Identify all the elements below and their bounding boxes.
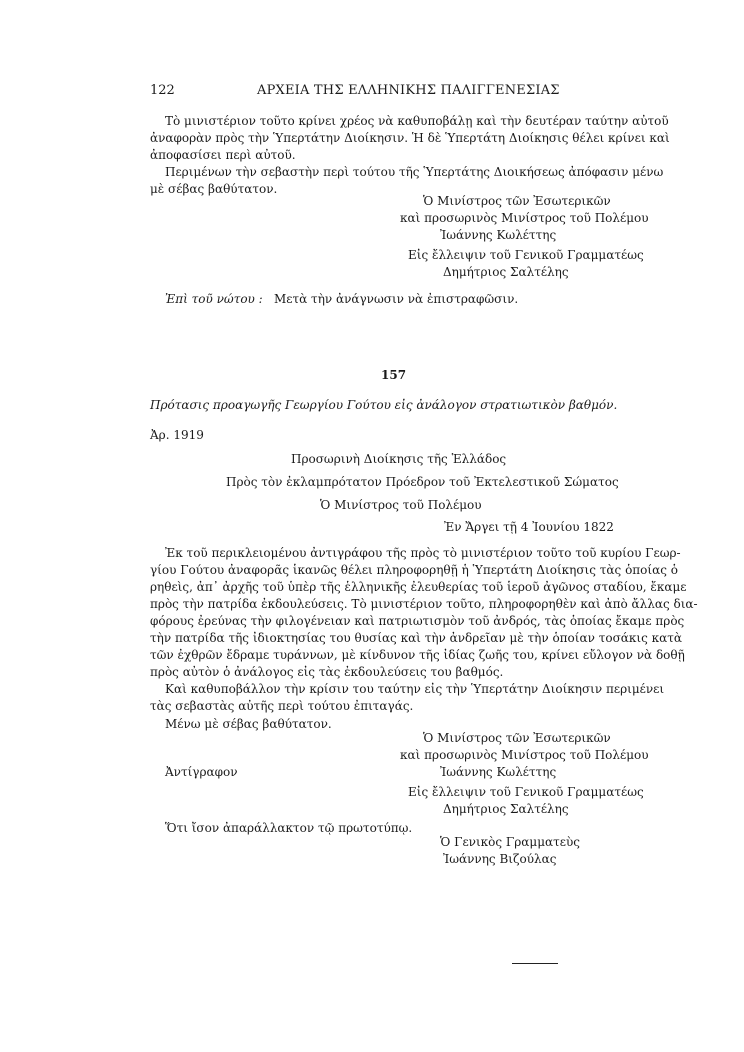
certification-line: Ὅτι ἴσον ἀπαράλλακτον τῷ πρωτοτύπῳ. (165, 821, 413, 835)
body-line: τὰς σεβαστὰς αὐτῆς περὶ τούτου ἐπιταγάς. (150, 699, 414, 713)
secretary-name: Δημήτριος Σαλτέλης (443, 802, 569, 816)
signature-line: καὶ προσωρινὸς Μινίστρος τοῦ Πολέμου (400, 748, 649, 762)
document-header: Προσωρινὴ Διοίκησις τῆς Ἑλλάδος (291, 452, 507, 466)
prev-paragraph-line: Τὸ μινιστέριον τοῦτο κρίνει χρέος νὰ καθυποβάλῃ καὶ τὴν δευτέραν ταύτην αὐτοῦ (165, 114, 669, 128)
secretary-line: Εἰς ἔλλειψιν τοῦ Γενικοῦ Γραμματέως (408, 785, 644, 799)
archive-reference: Ἀρ. 1919 (150, 428, 204, 442)
document-addressee: Πρὸς τὸν ἐκλαμπρότατον Πρόεδρον τοῦ Ἐκτελεστικοῦ Σώματος (226, 475, 619, 489)
signature-name: Ἰωάννης Κωλέττης (440, 765, 557, 779)
body-line: γίου Γούτου ἀναφορᾶς ἱκανῶς θέλει πληροφορηθῇ ἡ Ὑπερτάτη Διοίκησις τὰς ὁποίας ὁ (150, 563, 678, 577)
prev-signature-line: καὶ προσωρινὸς Μινίστρος τοῦ Πολέμου (400, 211, 649, 225)
copy-label: Ἀντίγραφον (165, 765, 238, 779)
document-date: Ἐν Ἄργει τῇ 4 Ἰουνίου 1822 (444, 520, 614, 534)
document-number: 157 (381, 368, 407, 382)
body-line: ρηθεὶς, ἀπ᾽ ἀρχῆς τοῦ ὑπὲρ τῆς ἑλληνικῆς ἐλευθερίας τοῦ ἱεροῦ ἀγῶνος σταδίου, ἔκαμε (150, 580, 687, 594)
body-line: πρὸς τὴν πατρίδα ἐκδουλεύσεις. Τὸ μινιστέριον τοῦτο, πληροφορηθὲν καὶ ἀπὸ ἄλλας δια- (150, 597, 698, 611)
body-line: Ἐκ τοῦ περικλειομένου ἀντιγράφου τῆς πρὸς τὸ μινιστέριον τοῦτο τοῦ κυρίου Γεωρ- (165, 546, 681, 560)
prev-secretary-line: Εἰς ἔλλειψιν τοῦ Γενικοῦ Γραμματέως (408, 248, 644, 262)
document-title: Πρότασις προαγωγῆς Γεωργίου Γούτου εἰς ἀνάλογον στρατιωτικὸν βαθμόν. (150, 398, 618, 412)
body-line: φόρους ἐρεύνας τὴν φιλογένειαν καὶ πατριωτισμὸν τοῦ ἀνδρός, τὰς ὁποίας ἔκαμε πρὸς (150, 614, 685, 628)
prev-signature-name: Ἰωάννης Κωλέττης (440, 228, 557, 242)
body-line: πρὸς αὐτὸν ὁ ἀνάλογος εἰς τὰς ἐκδουλεύσεις του βαθμός. (150, 665, 504, 679)
prev-paragraph-line: ἀποφασίσει περὶ αὐτοῦ. (150, 148, 296, 162)
prev-paragraph-line: Περιμένων τὴν σεβαστὴν περὶ τούτου τῆς Ὑπερτάτης Διοικήσεως ἀπόφασιν μένω (165, 165, 664, 179)
prev-signature-line: Ὁ Μινίστρος τῶν Ἐσωτερικῶν (423, 194, 611, 208)
prev-paragraph-line: μὲ σέβας βαθύτατον. (150, 182, 278, 196)
closing-line: Μένω μὲ σέβας βαθύτατον. (165, 717, 332, 731)
verso-text: Μετὰ τὴν ἀνάγνωσιν νὰ ἐπιστραφῶσιν. (274, 292, 519, 306)
page-number: 122 (150, 83, 175, 98)
general-secretary-name: Ἰωάννης Βιζούλας (443, 852, 557, 866)
general-secretary-title: Ὁ Γενικὸς Γραμματεὺς (440, 835, 580, 849)
prev-secretary-name: Δημήτριος Σαλτέλης (443, 265, 569, 279)
footer-rule (512, 963, 558, 964)
body-line: Καὶ καθυποβάλλον τὴν κρίσιν του ταύτην εἰς τὴν Ὑπερτάτην Διοίκησιν περιμένει (165, 682, 665, 696)
body-line: τῶν ἐχθρῶν ἔδραμε τυράννων, μὲ κίνδυνον τῆς ἰδίας ζωῆς του, κρίνει εὔλογον νὰ δοθῇ (150, 648, 685, 662)
verso-label: Ἐπὶ τοῦ νώτου : (165, 292, 263, 306)
signature-line: Ὁ Μινίστρος τῶν Ἐσωτερικῶν (423, 731, 611, 745)
prev-paragraph-line: ἀναφορὰν πρὸς τὴν Ὑπερτάτην Διοίκησιν. Ἡ δὲ Ὑπερτάτη Διοίκησις θέλει κρίνει καὶ (150, 131, 670, 145)
document-sender: Ὁ Μινίστρος τοῦ Πολέμου (320, 498, 482, 512)
body-line: τὴν πατρίδα τῆς ἰδιοκτησίας του θυσίας καὶ τὴν ἀνδρεῖαν μὲ τὴν ὁποίαν τοσάκις κατὰ (150, 631, 682, 645)
running-title: ΑΡΧΕΙΑ ΤΗΣ ΕΛΛΗΝΙΚΗΣ ΠΑΛΙΓΓΕΝΕΣΙΑΣ (257, 83, 560, 98)
